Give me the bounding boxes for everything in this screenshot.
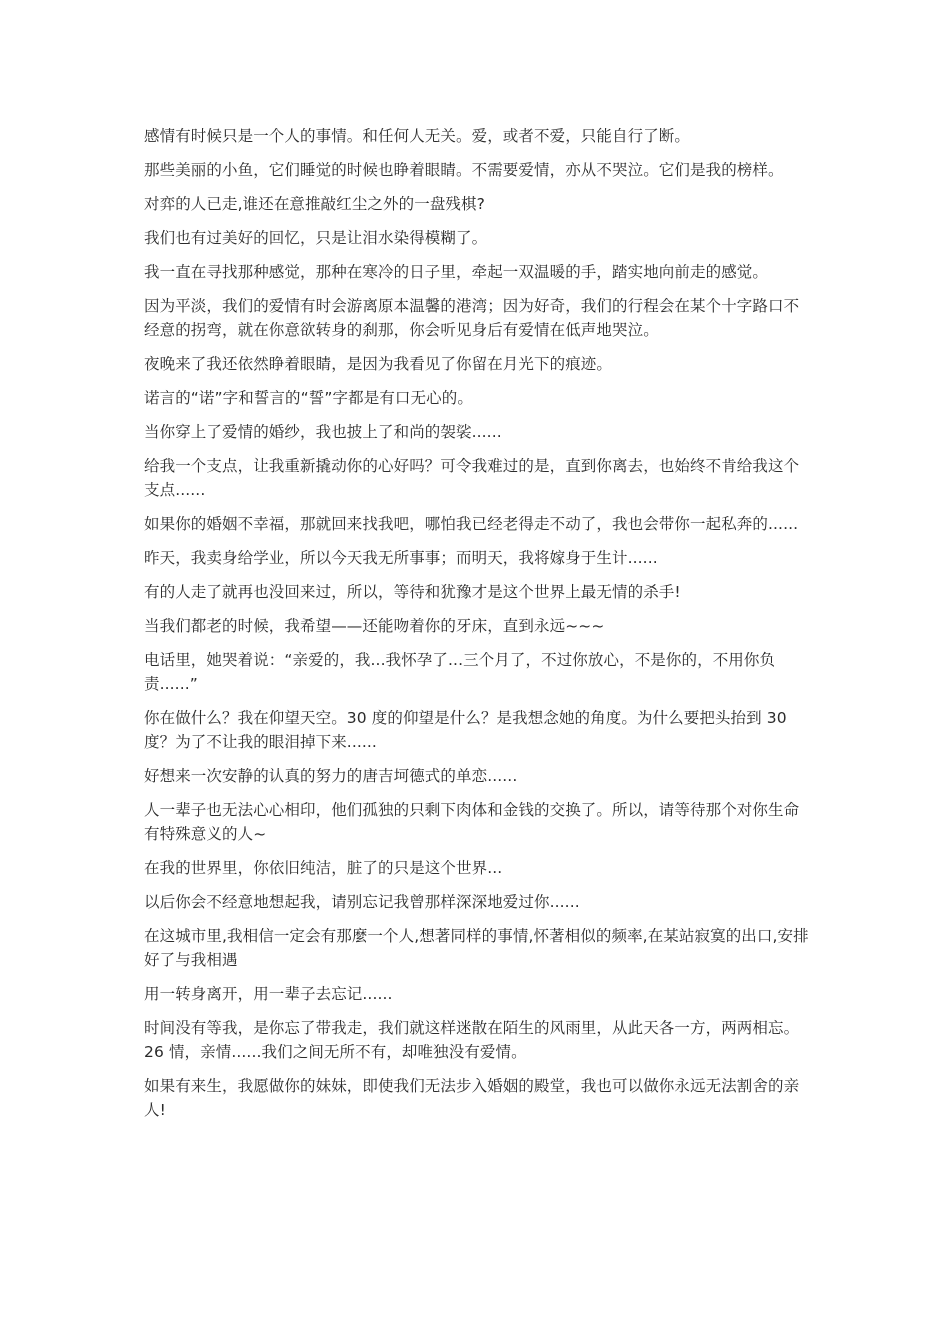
paragraph-18: 人一辈子也无法心心相印，他们孤独的只剩下肉体和金钱的交换了。所以，请等待那个对你生命有特殊意义的人~ [144,801,800,843]
paragraph-5: 我一直在寻找那种感觉，那种在寒冷的日子里，牵起一双温暖的手，踏实地向前走的感觉。 [144,263,769,281]
paragraph-22: 用一转身离开，用一辈子去忘记...... [144,985,393,1003]
paragraph-12: 昨天，我卖身给学业，所以今天我无所事事；而明天，我将嫁身于生计...... [144,549,658,567]
paragraph-21: 在这城市里,我相信一定会有那麼一个人,想著同样的事情,怀著相似的频率,在某站寂寞的出口,安排好了与我相遇 [144,927,809,969]
paragraph-8: 诺言的“诺”字和誓言的“誓”字都是有口无心的。 [144,389,473,407]
paragraph-9: 当你穿上了爱情的婚纱，我也披上了和尚的袈裟...... [144,423,502,441]
paragraph-19: 在我的世界里，你依旧纯洁，脏了的只是这个世界... [144,859,503,877]
paragraph-24: 如果有来生，我愿做你的妹妹，即使我们无法步入婚姻的殿堂，我也可以做你永远无法割舍的亲人! [144,1077,800,1119]
paragraph-15: 电话里，她哭着说：“亲爱的，我...我怀孕了...三个月了，不过你放心，不是你的，不用你负责......” [144,651,776,693]
paragraph-7: 夜晚来了我还依然睁着眼睛，是因为我看见了你留在月光下的痕迹。 [144,355,613,373]
paragraph-10: 给我一个支点，让我重新撬动你的心好吗？可令我难过的是，直到你离去，也始终不肯给我这个支点...... [144,457,800,499]
paragraph-6: 因为平淡，我们的爱情有时会游离原本温馨的港湾；因为好奇，我们的行程会在某个十字路口不经意的拐弯，就在你意欲转身的刹那，你会听见身后有爱情在低声地哭泣。 [144,297,800,339]
paragraph-14: 当我们都老的时候，我希望——还能吻着你的牙床，直到永远~~~ [144,617,605,635]
paragraph-2: 那些美丽的小鱼，它们睡觉的时候也睁着眼睛。不需要爱情，亦从不哭泣。它们是我的榜样。 [144,161,784,179]
paragraph-16: 你在做什么？我在仰望天空。30 度的仰望是什么？是我想念她的角度。为什么要把头抬到 30 度？为了不让我的眼泪掉下来...... [144,709,787,751]
paragraph-23: 时间没有等我，是你忘了带我走，我们就这样迷散在陌生的风雨里，从此天各一方，两两相忘。26 情，亲情......我们之间无所不有，却唯独没有爱情。 [144,1019,800,1061]
paragraph-17: 好想来一次安静的认真的努力的唐吉坷德式的单恋...... [144,767,518,785]
paragraph-20: 以后你会不经意地想起我，请别忘记我曾那样深深地爱过你...... [144,893,580,911]
paragraph-1: 感情有时候只是一个人的事情。和任何人无关。爱，或者不爱，只能自行了断。 [144,127,691,145]
document-body [144,124,809,1132]
paragraph-4: 我们也有过美好的回忆，只是让泪水染得模糊了。 [144,229,488,247]
paragraph-13: 有的人走了就再也没回来过，所以，等待和犹豫才是这个世界上最无情的杀手! [144,583,681,601]
paragraph-3: 对弈的人已走,谁还在意推敲红尘之外的一盘残棋? [144,195,485,213]
paragraph-11: 如果你的婚姻不幸福，那就回来找我吧，哪怕我已经老得走不动了，我也会带你一起私奔的...... [144,515,799,533]
